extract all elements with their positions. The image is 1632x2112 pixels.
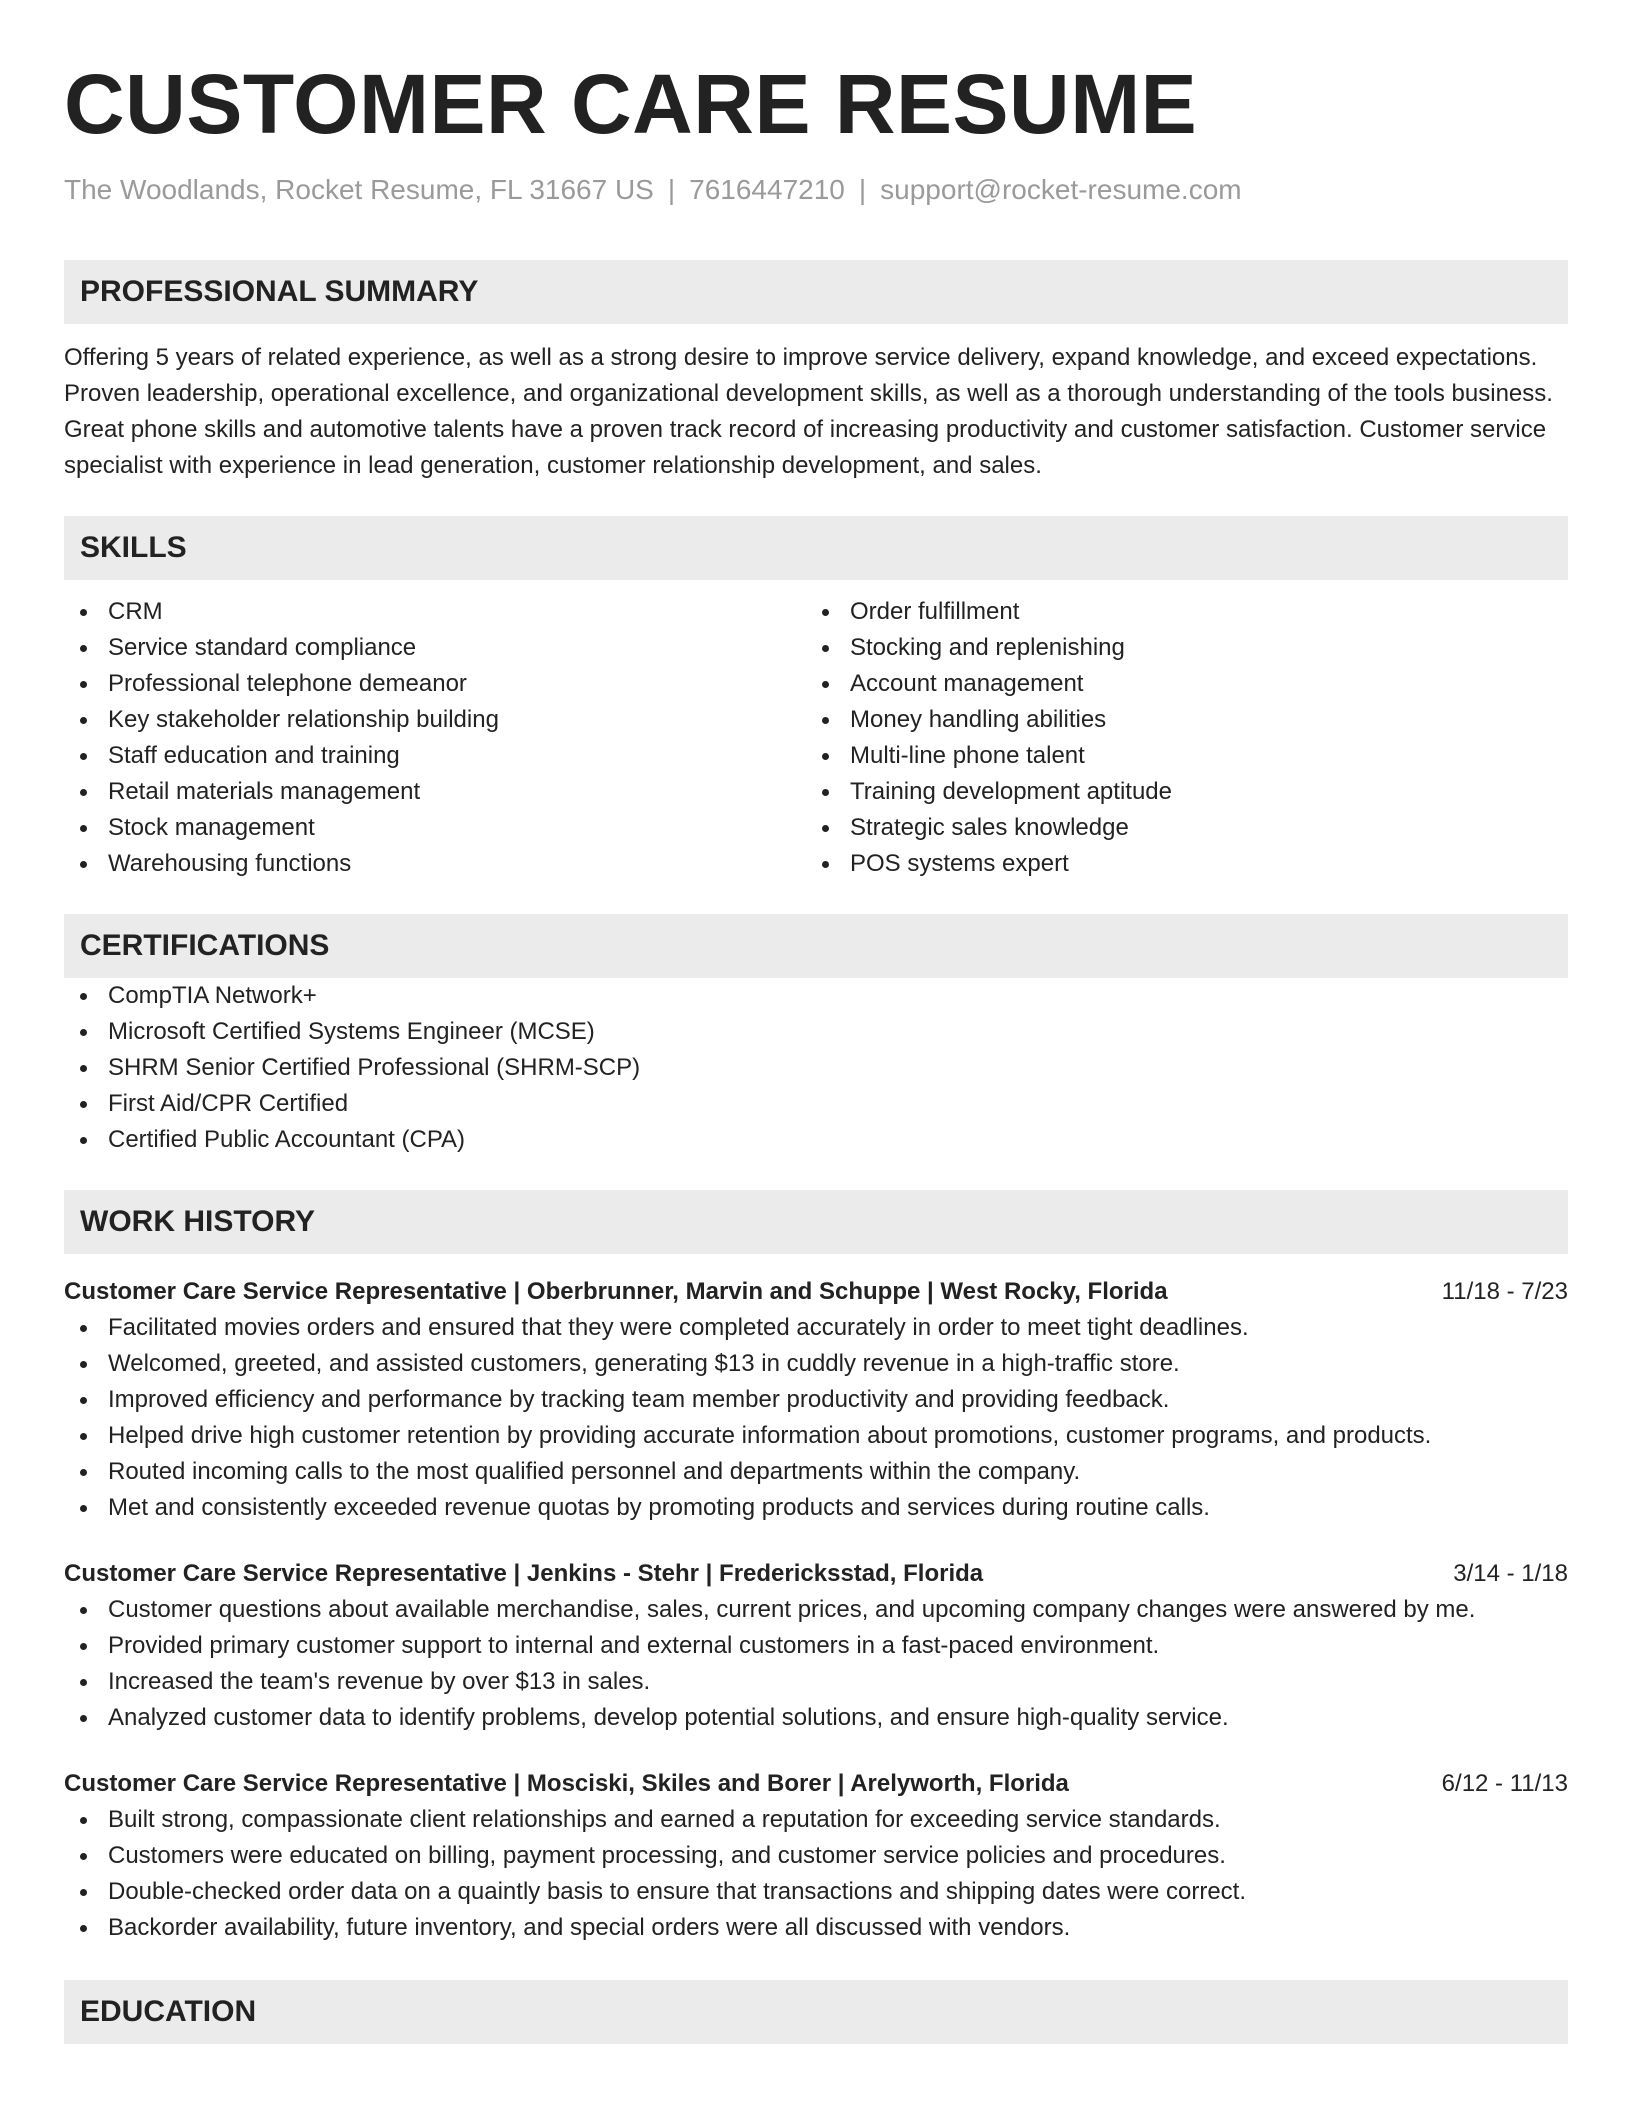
contact-email: support@rocket-resume.com bbox=[880, 174, 1242, 205]
certification-item: CompTIA Network+ bbox=[64, 978, 1568, 1014]
section-header-work-history: WORK HISTORY bbox=[64, 1190, 1568, 1254]
job-dates: 6/12 - 11/13 bbox=[1441, 1770, 1568, 1797]
skill-item: Order fulfillment bbox=[806, 594, 1548, 630]
job-entry bbox=[64, 1274, 1568, 1526]
skills-list-left bbox=[64, 594, 806, 882]
job-dates: 3/14 - 1/18 bbox=[1453, 1560, 1568, 1587]
job-title: Customer Care Service Representative | Mosciski, Skiles and Borer | Arelyworth, Florida bbox=[64, 1770, 1069, 1797]
job-bullet: Double-checked order data on a quaintly basis to ensure that transactions and shipping dates were correct. bbox=[64, 1874, 1568, 1910]
job-bullet: Customers were educated on billing, payment processing, and customer service policies and procedures. bbox=[64, 1838, 1568, 1874]
job-bullet: Provided primary customer support to internal and external customers in a fast-paced environment. bbox=[64, 1628, 1568, 1664]
job-title: Customer Care Service Representative | Jenkins - Stehr | Fredericksstad, Florida bbox=[64, 1560, 984, 1587]
skill-item: Service standard compliance bbox=[64, 630, 806, 666]
certifications-list bbox=[64, 978, 1568, 1158]
section-header-certifications: CERTIFICATIONS bbox=[64, 914, 1568, 978]
job-bullet: Customer questions about available merchandise, sales, current prices, and upcoming company changes were answered by me. bbox=[64, 1592, 1568, 1628]
skill-item: Multi-line phone talent bbox=[806, 738, 1548, 774]
job-bullet: Built strong, compassionate client relationships and earned a reputation for exceeding service standards. bbox=[64, 1802, 1568, 1838]
skill-item: Staff education and training bbox=[64, 738, 806, 774]
contact-separator: | bbox=[667, 174, 676, 205]
job-bullet: Welcomed, greeted, and assisted customers, generating $13 in cuddly revenue in a high-traffic store. bbox=[64, 1346, 1568, 1382]
skills-columns bbox=[64, 594, 1568, 882]
job-bullets bbox=[64, 1592, 1568, 1736]
section-header-education: EDUCATION bbox=[64, 1980, 1568, 2044]
skill-item: CRM bbox=[64, 594, 806, 630]
resume-title: CUSTOMER CARE RESUME bbox=[64, 57, 1198, 151]
skills-list-right bbox=[806, 594, 1548, 882]
job-header bbox=[64, 1274, 1568, 1310]
summary-text: Offering 5 years of related experience, as well as a strong desire to improve service delivery, expand knowledge, and exceed expectations. Proven leadership, operational excellence, and organizational development skills, as well as a thorough understanding of the tools business. Great phone skills and automotive talents have a proven track record of increasing productivity and customer satisfaction. Customer service specialist with experience in lead generation, customer relationship development, and sales. bbox=[64, 344, 1553, 479]
job-title: Customer Care Service Representative | Oberbrunner, Marvin and Schuppe | West Rocky, Florida bbox=[64, 1278, 1168, 1305]
contact-separator: | bbox=[858, 174, 867, 205]
job-bullet: Increased the team's revenue by over $13 in sales. bbox=[64, 1664, 1568, 1700]
certification-item: Certified Public Accountant (CPA) bbox=[64, 1122, 1568, 1158]
job-bullet: Met and consistently exceeded revenue quotas by promoting products and services during routine calls. bbox=[64, 1490, 1568, 1526]
job-bullets bbox=[64, 1310, 1568, 1526]
job-bullet: Improved efficiency and performance by tracking team member productivity and providing feedback. bbox=[64, 1382, 1568, 1418]
contact-phone: 7616447210 bbox=[689, 174, 845, 205]
contact-address: The Woodlands, Rocket Resume, FL 31667 US bbox=[64, 174, 654, 205]
certification-item: First Aid/CPR Certified bbox=[64, 1086, 1568, 1122]
skill-item: Training development aptitude bbox=[806, 774, 1548, 810]
skill-item: Strategic sales knowledge bbox=[806, 810, 1548, 846]
section-header-summary: PROFESSIONAL SUMMARY bbox=[64, 260, 1568, 324]
job-bullets bbox=[64, 1802, 1568, 1946]
skill-item: Stocking and replenishing bbox=[806, 630, 1548, 666]
skills-column-left bbox=[64, 594, 806, 882]
job-dates: 11/18 - 7/23 bbox=[1441, 1278, 1568, 1305]
skills-column-right bbox=[806, 594, 1548, 882]
job-bullet: Backorder availability, future inventory, and special orders were all discussed with vendors. bbox=[64, 1910, 1568, 1946]
skill-item: Warehousing functions bbox=[64, 846, 806, 882]
skill-item: Stock management bbox=[64, 810, 806, 846]
certification-item: SHRM Senior Certified Professional (SHRM-SCP) bbox=[64, 1050, 1568, 1086]
skill-item: POS systems expert bbox=[806, 846, 1548, 882]
job-entry bbox=[64, 1556, 1568, 1736]
section-header-skills: SKILLS bbox=[64, 516, 1568, 580]
skill-item: Money handling abilities bbox=[806, 702, 1548, 738]
job-bullet: Analyzed customer data to identify problems, develop potential solutions, and ensure high-quality service. bbox=[64, 1700, 1568, 1736]
contact-line bbox=[64, 172, 1568, 208]
job-bullet: Routed incoming calls to the most qualified personnel and departments within the company. bbox=[64, 1454, 1568, 1490]
certification-item: Microsoft Certified Systems Engineer (MCSE) bbox=[64, 1014, 1568, 1050]
job-bullet: Helped drive high customer retention by providing accurate information about promotions, customer programs, and products. bbox=[64, 1418, 1568, 1454]
job-header bbox=[64, 1556, 1568, 1592]
skill-item: Key stakeholder relationship building bbox=[64, 702, 806, 738]
job-header bbox=[64, 1766, 1568, 1802]
skill-item: Account management bbox=[806, 666, 1548, 702]
job-bullet: Facilitated movies orders and ensured that they were completed accurately in order to meet tight deadlines. bbox=[64, 1310, 1568, 1346]
job-entry bbox=[64, 1766, 1568, 1946]
skill-item: Professional telephone demeanor bbox=[64, 666, 806, 702]
skill-item: Retail materials management bbox=[64, 774, 806, 810]
